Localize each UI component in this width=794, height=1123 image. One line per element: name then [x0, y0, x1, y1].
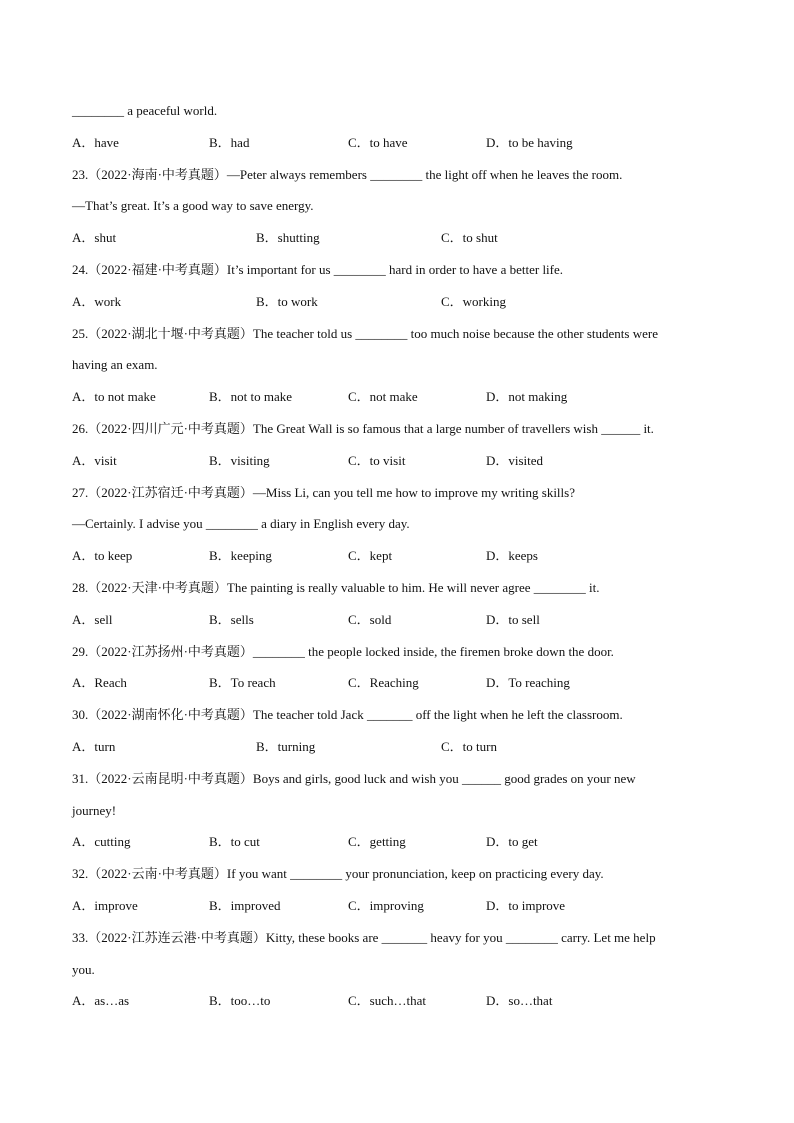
- answer-option: C．Reaching: [348, 675, 419, 691]
- answer-option: A．shut: [72, 230, 117, 246]
- answer-option: B．to cut: [209, 834, 260, 850]
- answer-option: D．to be having: [486, 134, 573, 150]
- answer-option: A．cutting: [72, 834, 131, 850]
- question-stem-continued: you.: [72, 961, 95, 977]
- answer-option: B．to work: [256, 293, 318, 309]
- answer-option: D．not making: [486, 389, 568, 405]
- answer-option: B．turning: [256, 739, 316, 754]
- question-stem-continued: —That’s great. It’s a good way to save energy.: [72, 198, 314, 214]
- answer-option: A．improve: [72, 898, 138, 913]
- answer-option: C．working: [441, 293, 507, 309]
- answer-option: B．sells: [209, 611, 254, 627]
- answer-option: B．keeping: [209, 548, 272, 564]
- answer-option: D．to improve: [486, 898, 566, 913]
- question-stem: 33.（2022·江苏连云港·中考真题）Kitty, these books are _______ heavy for you ________ carry. Let me help: [72, 929, 656, 945]
- answer-option: D．to get: [486, 834, 538, 850]
- question-stem-continued: journey!: [72, 802, 117, 818]
- answer-option: B．shutting: [256, 230, 320, 246]
- question-stem: 32.（2022·云南·中考真题）If you want ________ your pronunciation, keep on practicing every day.: [72, 866, 604, 882]
- question-stem: 30.（2022·湖南怀化·中考真题）The teacher told Jack _______ off the light when he left the classroom.: [72, 707, 623, 723]
- answer-option: A．have: [72, 134, 119, 150]
- question-stem: 29.（2022·江苏扬州·中考真题）________ the people locked inside, the firemen broke down the door.: [72, 643, 614, 659]
- question-stem: 27.（2022·江苏宿迁·中考真题）—Miss Li, can you tell me how to improve my writing skills?: [72, 484, 575, 500]
- answer-option: A．sell: [72, 611, 113, 627]
- answer-option: C．to turn: [441, 739, 497, 754]
- answer-option: D．so…that: [486, 993, 553, 1009]
- answer-option: A．to keep: [72, 548, 133, 564]
- answer-option: C．to have: [348, 134, 408, 150]
- answer-option: B．not to make: [209, 389, 293, 405]
- answer-option: D．To reaching: [486, 675, 570, 691]
- answer-option: C．such…that: [348, 993, 426, 1009]
- answer-option: A．Reach: [72, 675, 127, 691]
- question-stem-continued: having an exam.: [72, 357, 158, 373]
- answer-option: C．to shut: [441, 230, 498, 246]
- intro-line: ________ a peaceful world.: [72, 103, 218, 118]
- answer-option: C．sold: [348, 611, 392, 627]
- answer-option: A．as…as: [72, 993, 130, 1009]
- answer-option: B．had: [209, 134, 250, 150]
- question-stem: 25.（2022·湖北十堰·中考真题）The teacher told us ________ too much noise because the other students were: [72, 325, 658, 341]
- question-stem: 23.（2022·海南·中考真题）—Peter always remembers ________ the light off when he leaves the room.: [72, 166, 623, 182]
- answer-option: C．getting: [348, 834, 406, 850]
- answer-option: A．to not make: [72, 389, 156, 405]
- question-stem: 28.（2022·天津·中考真题）The painting is really valuable to him. He will never agree ________ it.: [72, 580, 600, 595]
- question-stem: 26.（2022·四川广元·中考真题）The Great Wall is so famous that a large number of travellers wish ______ it.: [72, 421, 654, 436]
- answer-option: D．to sell: [486, 611, 540, 627]
- answer-option: B．To reach: [209, 675, 276, 691]
- answer-option: C．not make: [348, 389, 418, 405]
- question-stem-continued: —Certainly. I advise you ________ a diary in English every day.: [72, 516, 410, 532]
- answer-option: B．too…to: [209, 993, 271, 1009]
- answer-option: B．visiting: [209, 452, 270, 468]
- answer-option: C．improving: [348, 898, 424, 913]
- answer-option: B．improved: [209, 898, 281, 913]
- answer-option: D．visited: [486, 452, 544, 468]
- answer-option: A．work: [72, 293, 122, 309]
- question-stem: 31.（2022·云南昆明·中考真题）Boys and girls, good luck and wish you ______ good grades on your new: [72, 770, 636, 786]
- answer-option: C．kept: [348, 548, 393, 564]
- question-stem: 24.（2022·福建·中考真题）It’s important for us ________ hard in order to have a better life.: [72, 262, 564, 277]
- answer-option: C．to visit: [348, 452, 406, 468]
- answer-option: A．visit: [72, 452, 117, 468]
- answer-option: A．turn: [72, 739, 116, 754]
- answer-option: D．keeps: [486, 548, 538, 564]
